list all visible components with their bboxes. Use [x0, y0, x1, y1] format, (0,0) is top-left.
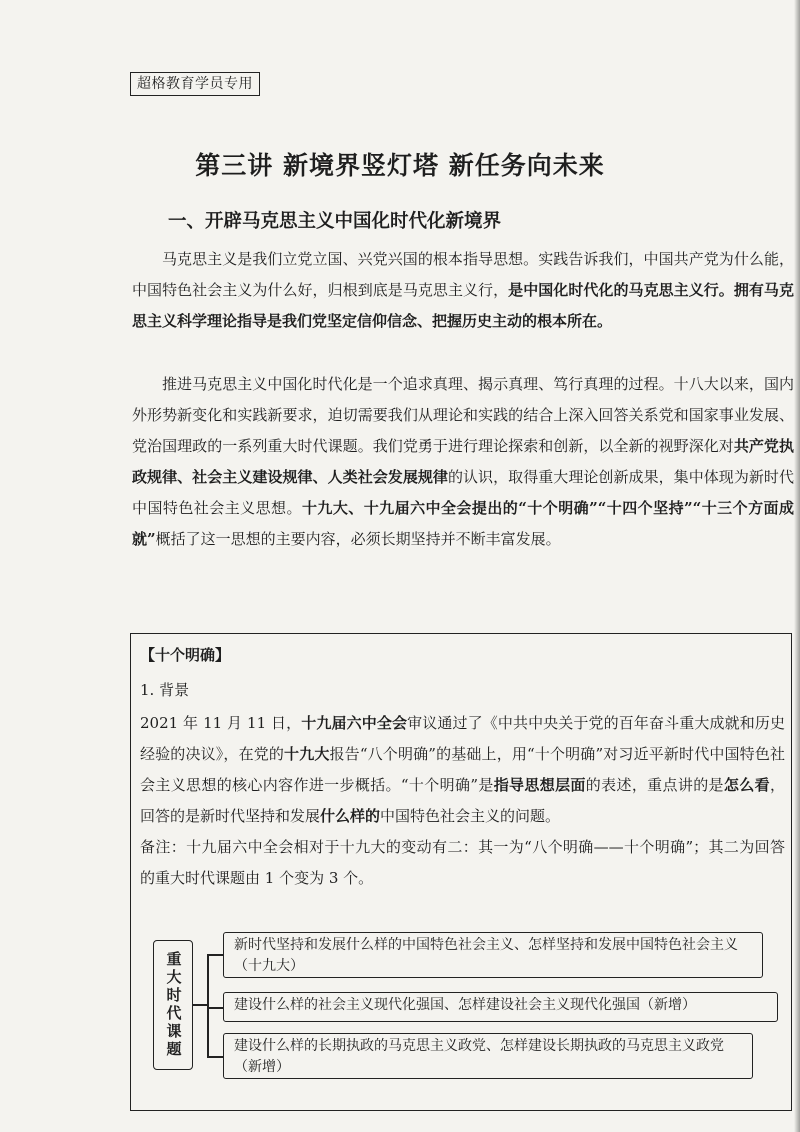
section-title: 一、开辟马克思主义中国化时代化新境界	[168, 211, 502, 232]
bg-bold-a: 十九届六中全会	[301, 714, 408, 732]
bg-text-a: 2021 年 11 月 11 日，	[140, 714, 302, 732]
diagram-item-2: 建设什么样的社会主义现代化强国、怎样建设社会主义现代化强国（新增）	[223, 992, 778, 1022]
paragraph-2-bold-b: 十九大、十九届六中全会提出的“十个明确”“十四个坚持”“十三个方面成就”	[132, 499, 794, 548]
bg-text-b: 审议通过了《中共中央关于党的百年奋斗重大成就和历史经验的决议》，在党的	[140, 714, 785, 763]
bg-bold-d: 怎么看	[723, 776, 770, 794]
connector-branch-2	[207, 1007, 223, 1009]
bg-text-d: 的表述，重点讲的是	[585, 776, 724, 794]
paragraph-1	[132, 244, 794, 337]
paragraph-2-text-a: 推进马克思主义中国化时代化是一个追求真理、揭示真理、笃行真理的过程。十八大以来，国内外形势新变化和实践新要求，迫切需要我们从理论和实践的结合上深入回答关系党和国家事业发展、党治国理政的一系列重大时代课题。我们党勇于进行理论探索和创新，以全新的视野深化对	[132, 375, 794, 455]
bg-text-f: 中国特色社会主义的问题。	[380, 807, 561, 825]
connector-branch-3	[207, 1056, 223, 1058]
diagram-item-1: 新时代坚持和发展什么样的中国特色社会主义、怎样坚持和发展中国特色社会主义（十九大）	[223, 932, 763, 978]
bg-bold-e: 什么样的	[320, 807, 381, 825]
paragraph-1-text: 马克思主义是我们立党立国、兴党兴国的根本指导思想。实践告诉我们，中国共产党为什么能，中国特色社会主义为什么好，归根到底是马克思主义行，	[132, 250, 794, 299]
chapter-title: 第三讲 新境界竖灯塔 新任务向未来	[195, 151, 605, 180]
paragraph-2-text-b: 的认识，取得重大理论创新成果，集中体现为新时代中国特色社会主义思想。	[132, 468, 794, 517]
connector-stem	[193, 1004, 207, 1006]
note-paragraph: 备注：十九届六中全会相对于十九大的变动有二：其一为“八个明确——十个明确”；其二为回答的重大时代课题由 1 个变为 3 个。	[140, 838, 785, 887]
paragraph-1-bold: 是中国化时代化的马克思主义行。拥有马克思主义科学理论指导是我们党坚定信仰信念、把握历史主动的根本所在。	[132, 281, 794, 330]
background-paragraph	[140, 708, 785, 832]
bg-text-e: ，回答的是新时代坚持和发展	[140, 776, 785, 825]
bg-bold-c: 指导思想层面	[493, 776, 586, 794]
connector-spine	[207, 954, 209, 1056]
box-heading: 【十个明确】	[140, 646, 231, 664]
box-subheading: 1. 背景	[140, 681, 190, 699]
connector-branch-1	[207, 954, 223, 956]
paragraph-2-text-c: 概括了这一思想的主要内容，必须长期坚持并不断丰富发展。	[155, 530, 561, 548]
bg-bold-b: 十九大	[284, 745, 330, 763]
paragraph-2-bold-a: 共产党执政规律、社会主义建设规律、人类社会发展规律	[132, 437, 794, 486]
era-issues-diagram	[141, 930, 781, 1080]
diagram-label: 重大时代课题	[153, 940, 193, 1070]
diagram-item-3: 建设什么样的长期执政的马克思主义政党、怎样建设长期执政的马克思主义政党（新增）	[223, 1033, 753, 1079]
ten-clarifications-box	[130, 633, 792, 1111]
bg-text-c: 报告“八个明确”的基础上，用“十个明确”对习近平新时代中国特色社会主义思想的核心内容作进一步概括。“十个明确”是	[140, 745, 785, 794]
watermark-stamp: 超格教育学员专用	[130, 72, 260, 96]
paragraph-2	[132, 369, 794, 555]
